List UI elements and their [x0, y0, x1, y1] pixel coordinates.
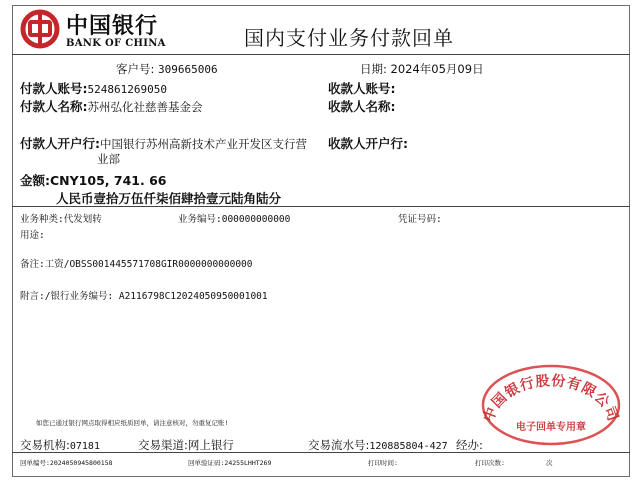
customer-no-label: 客户号:: [116, 62, 155, 76]
payer-account-label: 付款人账号:: [20, 81, 88, 96]
bank-of-china-logo-icon: [18, 8, 66, 50]
remark: [20, 256, 252, 270]
electronic-receipt-seal-icon: [476, 360, 626, 450]
payer-name: [20, 97, 203, 115]
transaction-org: [20, 437, 100, 453]
handler-label: 经办:: [456, 438, 483, 452]
remark-label: 备注:: [20, 259, 45, 270]
serial-value: 120885804-427: [369, 441, 448, 452]
payer-bank: [20, 134, 307, 152]
usage-label: 用途:: [20, 230, 45, 241]
duplicate-notice: 如您已通过银行网点取得相应纸质回单，请注意核对，勿重复记账!: [36, 419, 229, 427]
payer-name-label: 付款人名称:: [20, 99, 88, 114]
postscript: [20, 288, 268, 302]
business-type: [20, 211, 102, 225]
business-number: [178, 211, 290, 225]
verify-label: 回单验证码:: [188, 459, 225, 467]
receipt-no-label: 回单编号:: [20, 459, 50, 467]
business-number-label: 业务编号:: [178, 214, 222, 225]
postscript-value: /银行业务编号: A2116798C12024050950001001: [44, 291, 268, 302]
payer-account-value: 524861269050: [87, 83, 167, 96]
page-title: 国内支付业务付款回单: [244, 26, 454, 50]
payee-name-label: 收款人名称:: [328, 99, 396, 114]
payer-bank-value-line1: 中国银行苏州高新技术产业开发区支行营: [100, 137, 307, 151]
amount-divider: [12, 206, 630, 207]
serial-label: 交易流水号:: [308, 438, 370, 452]
print-time-label: 打印时间:: [368, 459, 398, 467]
org-label: 交易机构:: [20, 438, 70, 452]
receipt-number: [20, 458, 113, 467]
amount-label: 金额:: [20, 173, 50, 188]
footer-divider: [12, 452, 630, 453]
amount-value: CNY105, 741. 66: [50, 173, 167, 188]
transaction-serial: [308, 437, 448, 453]
customer-no: [116, 61, 218, 77]
svg-text:中国银行股份有限公司: [480, 372, 622, 424]
bank-name-en: BANK OF CHINA: [66, 38, 166, 49]
business-type-label: 业务种类:: [20, 214, 64, 225]
channel-value: 网上银行: [187, 438, 234, 452]
payee-bank-label: 收款人开户行:: [328, 136, 408, 151]
org-value: 07181: [69, 441, 100, 452]
amount: [20, 171, 166, 189]
verification-code: [188, 458, 271, 467]
seal-center-text: 电子回单专用章: [516, 422, 586, 433]
header-divider: [12, 54, 630, 55]
payer-name-value: 苏州弘化社慈善基金会: [87, 100, 203, 114]
receipt-date: [360, 61, 484, 77]
seal-arc-text: 中国银行股份有限公司: [480, 373, 622, 425]
bank-name-cn: 中国银行: [66, 13, 159, 39]
date-label: 日期:: [360, 62, 387, 76]
payee-account-label: 收款人账号:: [328, 81, 396, 96]
channel-label: 交易渠道:: [138, 438, 188, 452]
postscript-label: 附言:: [20, 291, 45, 302]
verify-value: 24255LHHT269: [224, 459, 272, 467]
payer-bank-value-line2: 业部: [97, 152, 120, 166]
business-number-value: 000000000000: [221, 214, 291, 225]
payer-account: [20, 79, 167, 97]
transaction-channel: [138, 437, 234, 453]
print-count-unit: 次: [546, 459, 553, 467]
payer-bank-label: 付款人开户行:: [20, 136, 100, 151]
print-count-label: 打印次数:: [475, 459, 505, 467]
customer-no-value: 309665006: [158, 63, 218, 76]
business-type-value: 代发划转: [63, 214, 102, 225]
amount-in-words: 人民币壹拾万伍仟柒佰肆拾壹元陆角陆分: [56, 191, 282, 206]
voucher-number-label: 凭证号码:: [398, 214, 442, 225]
remark-value: 工资/OBSS001445571708GIR0000000000000: [44, 259, 253, 270]
date-value: 2024年05月09日: [390, 62, 484, 76]
receipt-no-value: 2024050945800158: [49, 459, 113, 467]
